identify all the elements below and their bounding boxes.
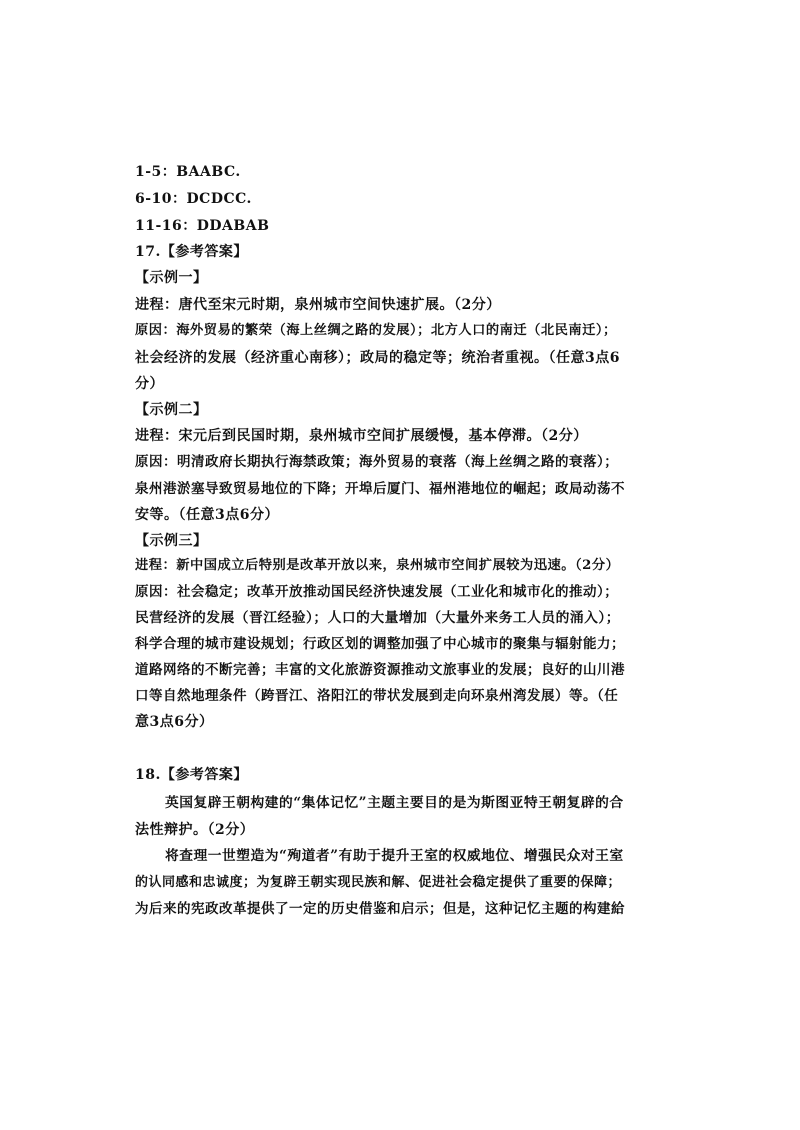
q17-example2-line: 泉州港淤塞导致贸易地位的下降；开埠后厦门、福州港地位的崛起；政局动荡不 — [135, 481, 625, 497]
q17-example3-title: 【示例三】 — [135, 533, 208, 549]
q17-example3-line: 科学合理的城市建设规划；行政区划的调整加强了中心城市的聚集与辐射能力； — [135, 636, 625, 652]
q17-example1-title: 【示例一】 — [135, 270, 208, 286]
q18-paragraph-line: 法性辩护。（2分） — [135, 822, 255, 838]
q18-heading: 18.【参考答案】 — [135, 767, 248, 783]
q17-example3-line: 意3点6分） — [135, 714, 214, 730]
q17-example2-title: 【示例二】 — [135, 402, 208, 418]
q17-example1-line: 进程：唐代至宋元时期，泉州城市空间快速扩展。（2分） — [135, 297, 501, 313]
q17-example1-line: 分） — [135, 376, 164, 392]
q17-example2-line: 原因：明清政府长期执行海禁政策；海外贸易的衰落（海上丝绸之路的衰落）； — [135, 454, 619, 470]
q17-example3-line: 民营经济的发展（晋江经验）；人口的大量增加（大量外来务工人员的涌入）； — [135, 610, 621, 626]
q17-example3-line: 原因：社会稳定；改革开放推动国民经济快速发展（工业化和城市化的推动）； — [135, 584, 619, 600]
mc-answers-6-10: 6-10：DCDCC. — [135, 191, 252, 207]
q17-example1-line: 原因：海外贸易的繁荣（海上丝绸之路的发展）；北方人口的南迁（北民南迁）； — [135, 323, 617, 338]
q17-example3-line: 口等自然地理条件（跨晋江、洛阳江的带状发展到走向环泉州湾发展）等。（任 — [135, 688, 619, 704]
q17-example2-line: 进程：宋元后到民国时期，泉州城市空间扩展缓慢，基本停滞。（2分） — [135, 428, 588, 444]
q18-paragraph-line: 将查理一世塑造为“殉道者”有助于提升王室的权威地位、增强民众对王室 — [165, 848, 624, 864]
mc-answers-11-16: 11-16：DDABAB — [135, 218, 270, 234]
q17-example2-line: 安等。（任意3点6分） — [135, 507, 279, 523]
q18-paragraph-line: 英国复辟王朝构建的“集体记忆”主题主要目的是为斯图亚特王朝复辟的合 — [165, 795, 624, 811]
q17-example1-line: 社会经济的发展（经济重心南移）；政局的稳定等；统治者重视。（任意3点6 — [135, 350, 620, 366]
q18-paragraph-line: 为后来的宪政改革提供了一定的历史借鉴和启示；但是，这种记忆主题的构建給 — [135, 901, 625, 917]
q17-example3-line: 道路网络的不断完善；丰富的文化旅游资源推动文旅事业的发展；良好的山川港 — [135, 662, 625, 678]
q17-heading: 17.【参考答案】 — [135, 244, 248, 260]
mc-answers-1-5: 1-5：BAABC. — [135, 164, 241, 180]
q17-example3-line: 进程：新中国成立后特别是改革开放以来，泉州城市空间扩展较为迅速。（2分） — [135, 558, 620, 573]
q18-paragraph-line: 的认同感和忠诚度；为复辟王朝实现民族和解、促进社会稳定提供了重要的保障； — [135, 875, 622, 890]
